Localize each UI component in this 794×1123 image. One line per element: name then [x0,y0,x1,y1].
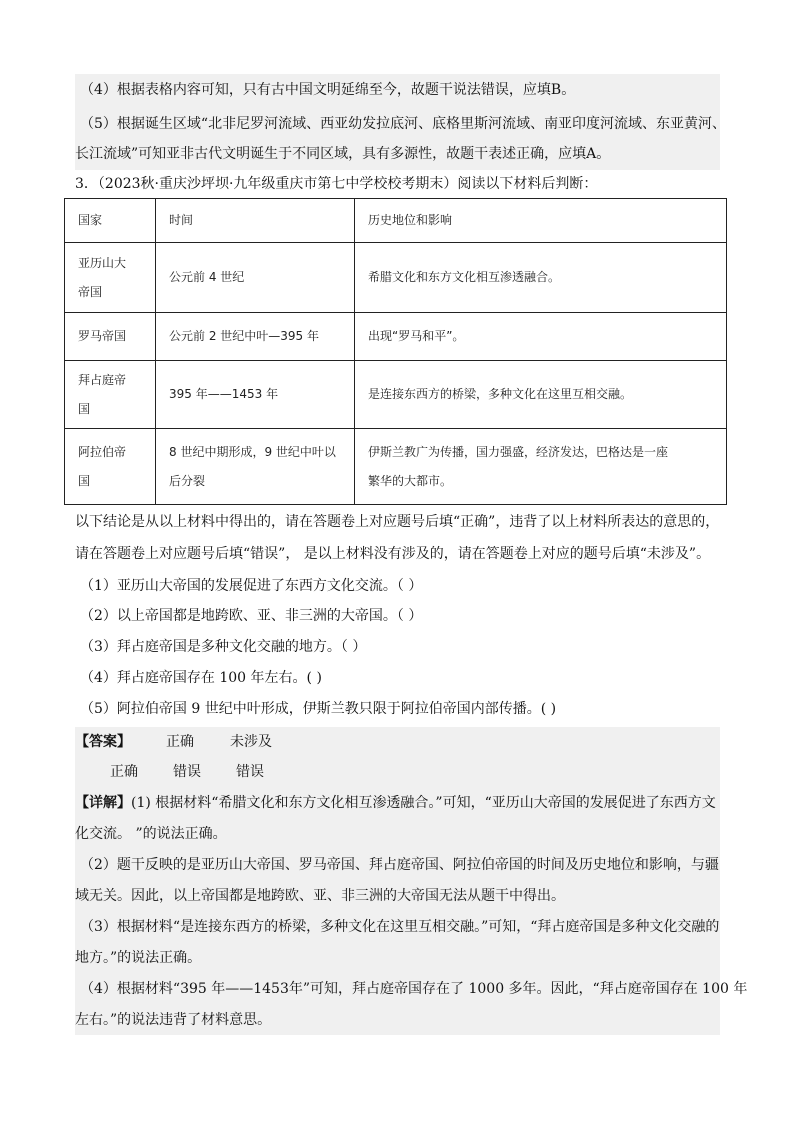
cell-line: 罗马帝国 [78,329,127,343]
instruction-line-1: 以下结论是从以上材料中得出的，请在答题卷上对应题号后填“正确”，违背了以上材料所表达的意思的， [75,514,720,530]
prev-item-5-line-1: （5）根据诞生区域“北非尼罗河流域、西亚幼发拉底河、底格里斯河流域、南亚印度河流域、东亚黄河、 [80,116,727,132]
prev-item-5-line-2: 长江流域”可知亚非古代文明诞生于不同区域，具有多源性，故题干表述正确，应填A。 [75,146,611,162]
question-3-stem: 3．（2023秋·重庆沙坪坝·九年级重庆市第七中学校校考期末）阅读以下材料后判断： [75,176,598,192]
answer-item: 正确 [110,764,138,780]
impact-cell [355,429,727,505]
detail-p3-line-1: （3）根据材料“是连接东西方的桥梁，多种文化在这里互相交融。”可知，“拜占庭帝国是多种文化交融的 [80,919,720,935]
table-header-row [65,199,727,243]
cell-line: 后分裂 [169,473,206,488]
cell-line: 亚历山大 [78,255,127,270]
cell-line: 伊斯兰教广为传播，国力强盛，经济发达，巴格达是一座 [368,444,669,459]
cell-line: 希腊文化和东方文化相互渗透融合。 [368,270,561,284]
cell-line: 出现“罗马和平”。 [368,329,465,343]
time-cell [156,313,355,361]
impact-cell [355,313,727,361]
table-row [65,429,727,505]
cell-line: 是连接东西方的桥梁，多种文化在这里互相交融。 [368,387,633,401]
cell-line: 395 年——1453 年 [169,387,279,401]
time-cell [156,429,355,505]
cell-line: 帝国 [78,284,103,299]
cell-line: 国 [78,473,91,488]
table-row [65,243,727,313]
table-row [65,313,727,361]
statement-3: （3）拜占庭帝国是多种文化交融的地方。（ ） [80,639,367,655]
cell-line: 8 世纪中期形成，9 世纪中叶以 [169,444,336,459]
country-cell [65,243,156,313]
time-cell [156,361,355,429]
cell-line: 公元前 2 世纪中叶—395 年 [169,329,319,343]
impact-cell [355,361,727,429]
statement-2: （2）以上帝国都是地跨欧、亚、非三洲的大帝国。（ ） [80,608,423,624]
statement-4: （4）拜占庭帝国存在 100 年左右。( ) [80,670,322,686]
statement-5: （5）阿拉伯帝国 9 世纪中叶形成，伊斯兰教只限于阿拉伯帝国内部传播。( ) [80,701,557,717]
table-header-cell: 时间 [156,199,355,243]
detail-p2-line-1: （2）题干反映的是亚历山大帝国、罗马帝国、拜占庭帝国、阿拉伯帝国的时间及历史地位和影响，与疆 [80,857,719,873]
detail-label: 【详解】 [75,795,131,811]
country-cell [65,313,156,361]
cell-line: 阿拉伯帝 [78,444,127,459]
cell-line: 国 [78,401,91,416]
country-cell [65,429,156,505]
answer-item: 错误 [236,764,264,780]
table-row [65,361,727,429]
detail-p4-line-1: （4）根据材料“395 年——1453年”可知，拜占庭帝国存在了 1000 多年。因此，“拜占庭帝国存在 100 年 [80,981,748,997]
cell-line: 公元前 4 世纪 [169,270,245,284]
detail-p4-line-2: 左右。”的说法违背了材料意思。 [75,1012,272,1028]
detail-p2-line-2: 域无关。因此，以上帝国都是地跨欧、亚、非三洲的大帝国无法从题干中得出。 [75,888,565,904]
cell-line: 拜占庭帝 [78,372,127,387]
country-cell [65,361,156,429]
prev-item-4: （4）根据表格内容可知，只有古中国文明延绵至今，故题干说法错误，应填B。 [80,82,576,98]
impact-cell [355,243,727,313]
table-header-cell: 历史地位和影响 [355,199,727,243]
statement-1: （1）亚历山大帝国的发展促进了东西方文化交流。（ ） [80,578,423,594]
answer-item: 未涉及 [230,734,272,750]
detail-p3-line-2: 地方。”的说法正确。 [75,950,202,966]
instruction-line-2: 请在答题卷上对应题号后填“错误”， 是以上材料没有涉及的，请在答题卷上对应的题号后填“未涉及”。 [75,546,711,562]
answer-item: 错误 [173,764,201,780]
cell-line: 繁华的大都市。 [368,473,453,488]
material-table [64,198,727,505]
table-header-cell: 国家 [65,199,156,243]
answer-item: 正确 [166,734,194,750]
detail-p1-line-1: (1) 根据材料“希腊文化和东方文化相互渗透融合。”可知，“亚历山大帝国的发展促进了东西方文 [131,795,716,811]
time-cell [156,243,355,313]
detail-p1-line-2: 化交流。 ”的说法正确。 [75,826,227,842]
answer-label: 【答案】 [75,734,131,750]
